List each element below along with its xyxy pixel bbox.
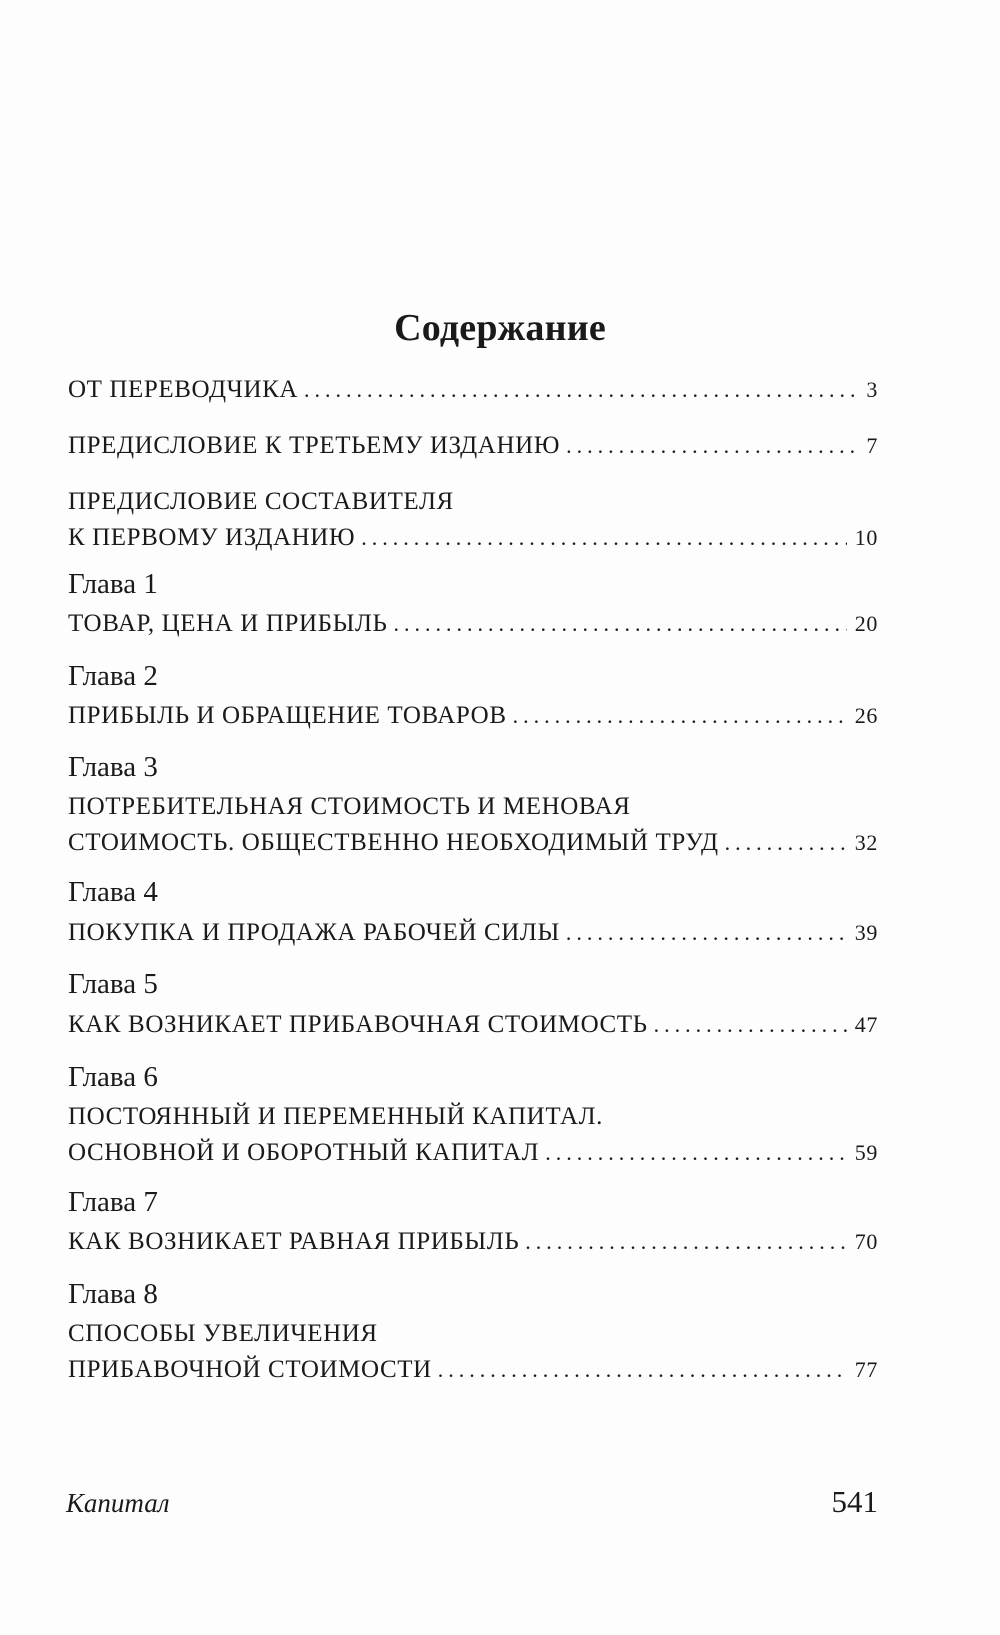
dot-leader <box>304 372 858 408</box>
page-number: 10 <box>854 525 878 550</box>
chapter-label: Глава 8 <box>68 1278 158 1310</box>
entry-title: ОТ ПЕРЕВОДЧИКА <box>68 376 299 403</box>
dot-leader <box>361 520 847 556</box>
entry-title: СПОСОБЫ УВЕЛИЧЕНИЯ <box>68 1320 378 1347</box>
entry-title-cont: СТОИМОСТЬ. ОБЩЕСТВЕННО НЕОБХОДИМЫЙ ТРУД <box>68 829 719 856</box>
entry-title: ПОТРЕБИТЕЛЬНАЯ СТОИМОСТЬ И МЕНОВАЯ <box>68 793 631 820</box>
page-title: Содержание <box>394 307 606 349</box>
chapter-label: Глава 4 <box>68 876 158 908</box>
toc-entry-compiler-preface[interactable] <box>68 484 878 556</box>
page-number: 26 <box>854 703 878 728</box>
entry-title-cont: К ПЕРВОМУ ИЗДАНИЮ <box>68 524 356 551</box>
dot-leader <box>654 1007 847 1043</box>
chapter-label: Глава 3 <box>68 751 158 783</box>
entry-title: ПРЕДИСЛОВИЕ СОСТАВИТЕЛЯ <box>68 488 454 515</box>
page-number: 59 <box>854 1140 878 1165</box>
dot-leader <box>725 825 847 861</box>
entry-title: ПРИБЫЛЬ И ОБРАЩЕНИЕ ТОВАРОВ <box>68 702 507 729</box>
page-number: 70 <box>854 1229 878 1254</box>
toc-entry-chapter-3[interactable] <box>68 789 878 861</box>
chapter-label: Глава 6 <box>68 1061 158 1093</box>
toc-entry-translator[interactable] <box>68 372 878 408</box>
page-number: 39 <box>854 920 878 945</box>
chapter-label: Глава 7 <box>68 1186 158 1218</box>
dot-leader <box>438 1352 847 1388</box>
entry-title: КАК ВОЗНИКАЕТ ПРИБАВОЧНАЯ СТОИМОСТЬ <box>68 1011 648 1038</box>
toc-entry-chapter-1[interactable] <box>68 606 878 642</box>
entry-title-cont: ПРИБАВОЧНОЙ СТОИМОСТИ <box>68 1356 432 1383</box>
toc-entry-chapter-8[interactable] <box>68 1316 878 1388</box>
running-footer-title: Капитал <box>66 1488 170 1518</box>
entry-title: ТОВАР, ЦЕНА И ПРИБЫЛЬ <box>68 610 388 637</box>
page-number: 47 <box>854 1012 878 1037</box>
toc-entry-chapter-4[interactable] <box>68 915 878 951</box>
page-number: 20 <box>854 611 878 636</box>
chapter-label: Глава 5 <box>68 968 158 1000</box>
toc-entry-chapter-7[interactable] <box>68 1224 878 1260</box>
page-number: 7 <box>866 433 878 458</box>
toc-entry-chapter-5[interactable] <box>68 1007 878 1043</box>
dot-leader <box>545 1135 847 1171</box>
page-number: 32 <box>854 830 878 855</box>
footer-page-number: 541 <box>831 1484 878 1519</box>
dot-leader <box>566 428 858 464</box>
dot-leader <box>525 1224 847 1260</box>
entry-title: ПРЕДИСЛОВИЕ К ТРЕТЬЕМУ ИЗДАНИЮ <box>68 432 561 459</box>
page-number: 3 <box>866 377 878 402</box>
toc-entry-third-edition-preface[interactable] <box>68 428 878 464</box>
toc-entry-chapter-2[interactable] <box>68 698 878 734</box>
chapter-label: Глава 2 <box>68 660 158 692</box>
dot-leader <box>394 606 847 642</box>
entry-title-cont: ОСНОВНОЙ И ОБОРОТНЫЙ КАПИТАЛ <box>68 1139 540 1166</box>
dot-leader <box>513 698 847 734</box>
entry-title: ПОСТОЯННЫЙ И ПЕРЕМЕННЫЙ КАПИТАЛ. <box>68 1103 604 1130</box>
entry-title: КАК ВОЗНИКАЕТ РАВНАЯ ПРИБЫЛЬ <box>68 1228 520 1255</box>
toc-entry-chapter-6[interactable] <box>68 1099 878 1171</box>
page-number: 77 <box>854 1357 878 1382</box>
chapter-label: Глава 1 <box>68 568 158 600</box>
entry-title: ПОКУПКА И ПРОДАЖА РАБОЧЕЙ СИЛЫ <box>68 919 560 946</box>
dot-leader <box>566 915 847 951</box>
